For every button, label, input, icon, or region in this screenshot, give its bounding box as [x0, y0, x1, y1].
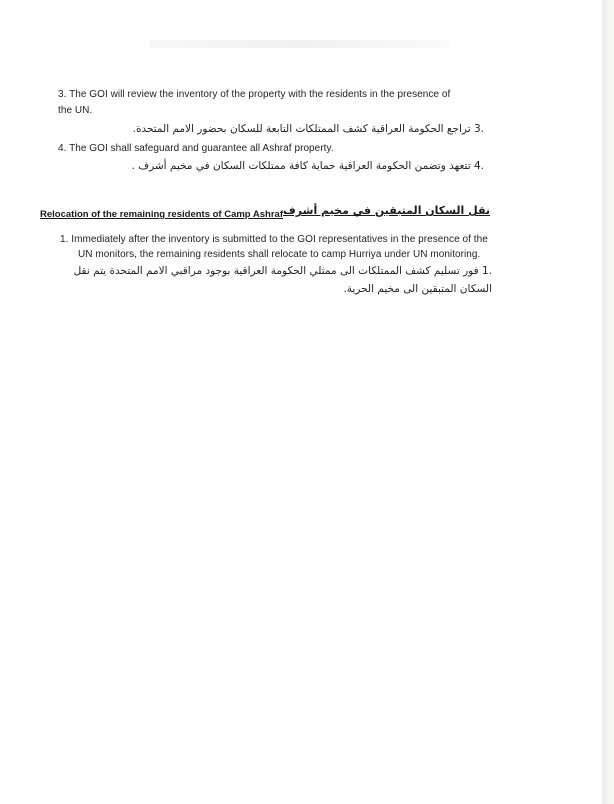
item-4-en: 4. The GOI shall safeguard and guarantee all Ashraf property. — [58, 143, 334, 154]
bleed-through-mark — [150, 40, 450, 48]
item-3-ar: .3 تراجع الحكومة العراقية كشف الممتلكات التابعة للسكان بحضور الامم المتحدة. — [132, 123, 484, 135]
item-3-en-line1: 3. The GOI will review the inventory of the property with the residents in the presence of — [58, 89, 451, 100]
relocation-item-1-en-line1: 1. Immediately after the inventory is submitted to the GOI representatives in the presence of the — [60, 234, 488, 245]
relocation-heading-ar: نقل السكان المتبقين في مخيم أشرف — [283, 204, 490, 217]
item-4-ar: .4 تتعهد وتضمن الحكومة العراقية حماية كافة ممتلكات السكان في مخيم أشرف . — [131, 160, 484, 172]
relocation-item-1-ar-line1: .1 فور تسليم كشف الممتلكات الى ممثلي الحكومة العراقية بوجود مراقبي الامم المتحدة يتم نقل — [73, 265, 492, 277]
scan-edge-shadow — [602, 0, 614, 804]
relocation-heading-en: Relocation of the remaining residents of Camp Ashraf — [40, 209, 283, 220]
relocation-item-1-en-line2: UN monitors, the remaining residents shall relocate to camp Hurriya under UN monitoring. — [78, 249, 481, 260]
relocation-item-1-ar-line2: السكان المتبقين الى مخيم الحرية. — [343, 283, 492, 295]
item-3-en-line2: the UN. — [58, 105, 93, 116]
